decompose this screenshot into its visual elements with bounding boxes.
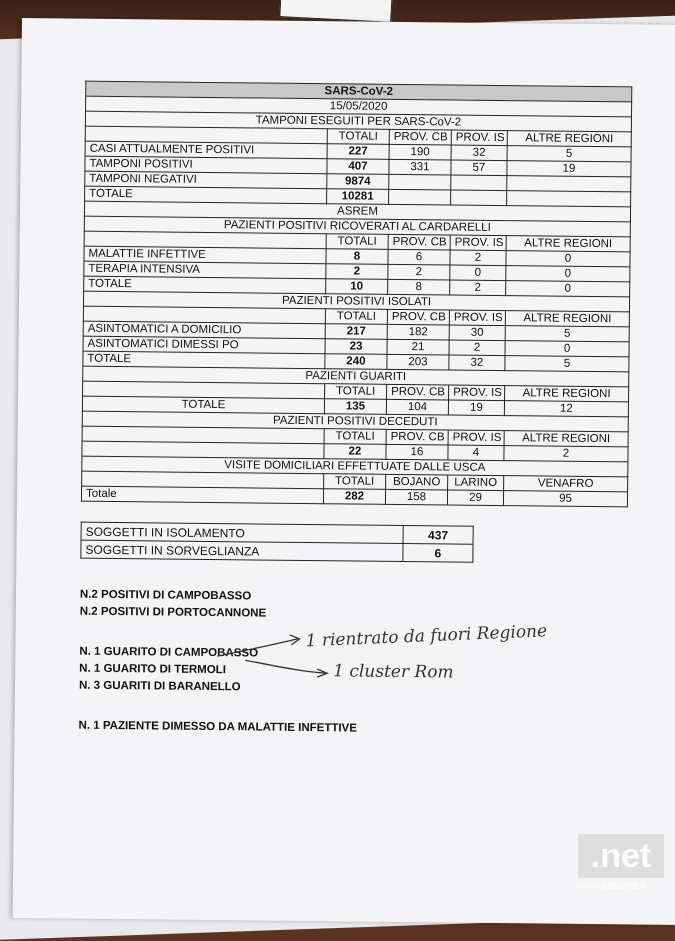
row-label: ASINTOMATICI A DOMICILIO xyxy=(83,321,325,339)
cell-larino: 29 xyxy=(447,490,503,506)
report-sheet xyxy=(13,18,675,925)
cell-totali: 23 xyxy=(325,339,387,355)
tamponi-header: TAMPONI ESEGUITI PER SARS-CoV-2 xyxy=(85,111,631,132)
cell-altre: 0 xyxy=(506,281,630,297)
col-header: ALTRE REGIONI xyxy=(504,431,628,447)
cell-totali: 217 xyxy=(325,324,387,340)
cell-bojano: 158 xyxy=(385,489,447,505)
row-label: TOTALE xyxy=(85,186,327,204)
handwritten-note-1: 1 rientrato da fuori Regione xyxy=(305,621,548,652)
note-line: N. 1 GUARITO DI CAMPOBASSO xyxy=(79,645,259,660)
cell-totali: 282 xyxy=(323,489,385,505)
row-label: Totale xyxy=(81,486,323,504)
cell-totali: 240 xyxy=(325,354,387,370)
col-header: TOTALI xyxy=(325,309,387,325)
cell-altre: 12 xyxy=(504,401,628,417)
note-line: N. 1 GUARITO DI TERMOLI xyxy=(79,662,226,677)
row-label: CASI ATTUALMENTE POSITIVI xyxy=(85,141,327,159)
cell-altre: 2 xyxy=(504,446,628,462)
usca-header: VISITE DOMICILIARI EFFETTUATE DALLE USCA xyxy=(82,456,628,477)
col-header: PROV. IS xyxy=(450,235,506,251)
cell-altre: 5 xyxy=(505,356,629,372)
report-date: 15/05/2020 xyxy=(86,96,632,117)
col-header: TOTALI xyxy=(326,234,388,250)
cell-altre: 5 xyxy=(505,326,629,342)
cell-value: 6 xyxy=(403,544,473,563)
cell-cb: 16 xyxy=(386,444,448,460)
cell-venafro: 95 xyxy=(503,491,627,507)
row-label: MALATTIE INFETTIVE xyxy=(84,246,326,264)
col-header: PROV. IS xyxy=(448,430,504,446)
cell-is xyxy=(451,175,507,191)
row-label: TOTALE xyxy=(83,351,325,369)
col-header: TOTALI xyxy=(327,129,389,145)
col-header: VENAFRO xyxy=(504,476,628,492)
cell-totali: 2 xyxy=(326,264,388,280)
deceduti-header: PAZIENTI POSITIVI DECEDUTI xyxy=(82,411,628,432)
cell-is xyxy=(451,190,507,206)
handwritten-note-2: 1 cluster Rom xyxy=(333,661,454,683)
cell-is: 2 xyxy=(449,340,505,356)
col-header: PROV. IS xyxy=(449,385,505,401)
note-line: N.2 POSITIVI DI CAMPOBASSO xyxy=(79,588,252,603)
report-title: SARS-CoV-2 xyxy=(86,81,632,102)
cell-is: 2 xyxy=(450,280,506,296)
ricoverati-header: PAZIENTI POSITIVI RICOVERATI AL CARDARELLI xyxy=(84,216,630,237)
cell-totali: 10 xyxy=(326,279,388,295)
covid-report-table xyxy=(81,81,632,508)
col-header: PROV. CB xyxy=(389,129,451,145)
cell-cb: 331 xyxy=(389,159,451,175)
cell-altre: 5 xyxy=(507,146,631,162)
cell-is: 0 xyxy=(450,265,506,281)
col-header: BOJANO xyxy=(386,474,448,490)
col-header: PROV. IS xyxy=(451,130,507,146)
cell-value: 437 xyxy=(403,526,473,545)
cell-is: 2 xyxy=(450,250,506,266)
cell-totali: 9874 xyxy=(327,174,389,190)
watermark-url: www.cittanet.it xyxy=(576,880,647,892)
table-row xyxy=(81,540,473,562)
cell-cb xyxy=(389,174,451,190)
col-header: TOTALI xyxy=(324,474,386,490)
col-header: LARINO xyxy=(448,475,504,491)
cell-totali: 227 xyxy=(327,144,389,160)
cell-altre xyxy=(507,191,631,207)
guariti-header: PAZIENTI GUARITI xyxy=(83,366,629,387)
cell-cb: 2 xyxy=(388,264,450,280)
col-header: PROV. CB xyxy=(388,234,450,250)
note-line: N.2 POSITIVI DI PORTOCANNONE xyxy=(79,605,267,620)
cell-totali: 135 xyxy=(324,399,386,415)
row-label: TOTALE xyxy=(84,276,326,294)
cell-is: 57 xyxy=(451,160,507,176)
row-label: ASINTOMATICI DIMESSI PO xyxy=(83,336,325,354)
col-header: ALTRE REGIONI xyxy=(507,131,631,147)
cell-cb: 190 xyxy=(389,144,451,160)
row-label: TAMPONI NEGATIVI xyxy=(85,171,327,189)
cell-altre: 0 xyxy=(505,341,629,357)
cell-is: 32 xyxy=(451,145,507,161)
cell-totali: 10281 xyxy=(327,189,389,205)
col-header: ALTRE REGIONI xyxy=(506,236,630,252)
cell-altre: 0 xyxy=(506,251,630,267)
cell-cb xyxy=(389,189,451,205)
cell-cb: 203 xyxy=(387,354,449,370)
col-header: ALTRE REGIONI xyxy=(505,386,629,402)
cell-is: 4 xyxy=(448,445,504,461)
col-header: PROV. CB xyxy=(386,429,448,445)
col-header: TOTALI xyxy=(325,384,387,400)
row-label: TERAPIA INTENSIVA xyxy=(84,261,326,279)
cell-is: 19 xyxy=(448,400,504,416)
cell-is: 32 xyxy=(449,355,505,371)
cell-cb: 182 xyxy=(387,324,449,340)
cell-totali: 407 xyxy=(327,159,389,175)
cell-cb: 21 xyxy=(387,339,449,355)
isolati-header: PAZIENTI POSITIVI ISOLATI xyxy=(83,291,629,312)
col-header: PROV. CB xyxy=(387,309,449,325)
note-line: N. 3 GUARITI DI BARANELLO xyxy=(78,679,241,694)
cell-cb: 6 xyxy=(388,249,450,265)
note-line: N. 1 PAZIENTE DIMESSO DA MALATTIE INFETTIVE xyxy=(78,719,357,735)
cell-altre: 19 xyxy=(507,161,631,177)
watermark-logo: .net xyxy=(578,834,664,878)
col-header: ALTRE REGIONI xyxy=(505,311,629,327)
col-header: TOTALI xyxy=(324,429,386,445)
cell-totali: 8 xyxy=(326,249,388,265)
cell-altre: 0 xyxy=(506,266,630,282)
row-label: TOTALE xyxy=(82,396,324,414)
cell-totali: 22 xyxy=(324,444,386,460)
cell-is: 30 xyxy=(449,325,505,341)
asrem-header: ASREM xyxy=(84,201,630,222)
row-label: SOGGETTI IN ISOLAMENTO xyxy=(81,522,403,543)
soggetti-table xyxy=(80,522,473,563)
cell-cb: 8 xyxy=(388,279,450,295)
row-label: SOGGETTI IN SORVEGLIANZA xyxy=(81,540,403,561)
col-header: PROV. IS xyxy=(449,310,505,326)
row-label: TAMPONI POSITIVI xyxy=(85,156,327,174)
cell-altre xyxy=(507,176,631,192)
col-header: PROV. CB xyxy=(387,384,449,400)
cell-cb: 104 xyxy=(386,399,448,415)
